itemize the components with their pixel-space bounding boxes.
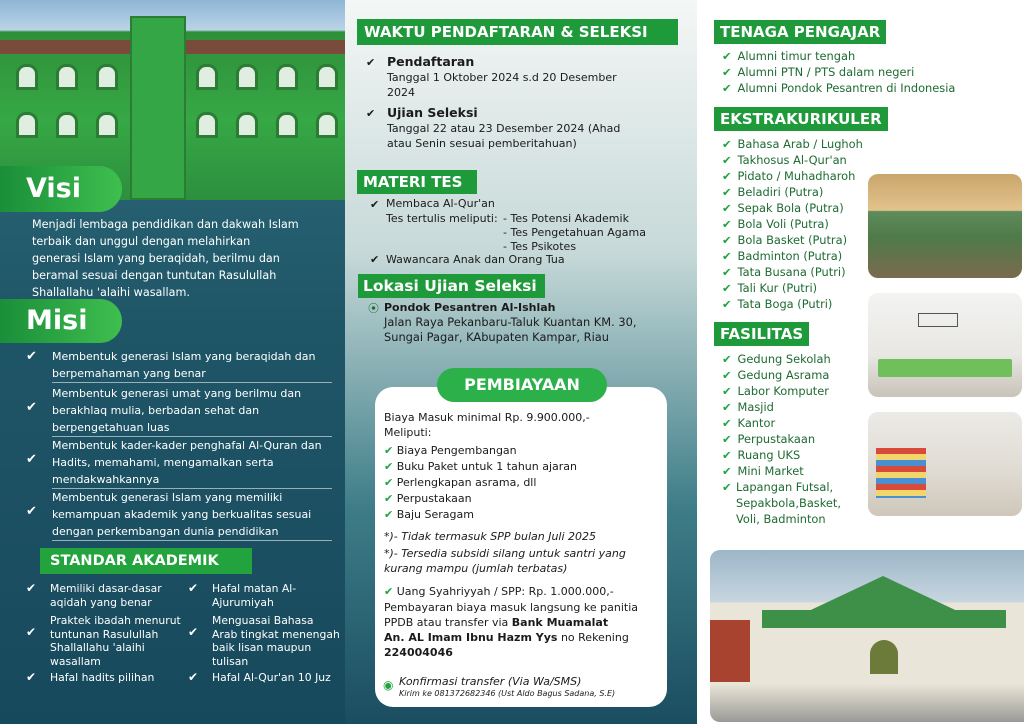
ekskul-item: ✔ Bola Voli (Putra) bbox=[722, 217, 829, 231]
transfer-text: Pembayaran biaya masuk langsung ke panitia PPDB atau transfer via Bank Muamalat An. AL Imam Ibnu Hazm Yys no Rekening 224004046 bbox=[384, 601, 638, 659]
ekskul-item: ✔ Tali Kur (Putri) bbox=[722, 281, 818, 295]
mosque-photo bbox=[710, 550, 1024, 722]
fasilitas-item: ✔ Ruang UKS bbox=[722, 448, 801, 462]
ekstrakurikuler-heading: EKSTRAKURIKULER bbox=[714, 107, 888, 131]
check-icon: ✔ bbox=[722, 368, 732, 382]
dormitory-photo bbox=[868, 293, 1022, 397]
spp-line: ✔ Uang Syahriyyah / SPP: Rp. 1.000.000,- bbox=[384, 585, 614, 598]
check-icon: ✔ bbox=[722, 169, 732, 183]
materi-tes-sub: - Tes Psikotes bbox=[503, 240, 577, 253]
pendaftaran-label: Pendaftaran bbox=[387, 54, 475, 69]
materi-item: Membaca Al-Qur'an bbox=[386, 197, 495, 210]
ekskul-item: ✔ Beladiri (Putra) bbox=[722, 185, 824, 199]
pembiayaan-heading: PEMBIAYAAN bbox=[437, 368, 607, 402]
account-name: An. AL Imam Ibnu Hazm Yys bbox=[384, 631, 558, 644]
ujian-label: Ujian Seleksi bbox=[387, 105, 478, 120]
note-spp: *)- Tidak termasuk SPP bulan Juli 2025 bbox=[384, 530, 597, 543]
fasilitas-item: ✔ Masjid bbox=[722, 400, 774, 414]
fasilitas-item: ✔ Mini Market bbox=[722, 464, 804, 478]
fasilitas-item: ✔ Gedung Sekolah bbox=[722, 352, 831, 366]
ujian-text: Tanggal 22 atau 23 Desember 2024 (Ahad atau Senin sesuai pemberitahuan) bbox=[387, 122, 621, 150]
fasilitas-item: ✔ Gedung Asrama bbox=[722, 368, 830, 382]
check-icon: ✔ bbox=[722, 480, 732, 494]
kirim-text: Kirim ke 081372682346 (Ust Aldo Bagus Sadana, S.E) bbox=[399, 689, 616, 698]
check-icon: ✔ bbox=[366, 56, 376, 69]
check-icon: ✔ bbox=[722, 265, 732, 279]
check-icon: ✔ bbox=[722, 384, 732, 398]
pengajar-item: ✔ Alumni timur tengah bbox=[722, 49, 856, 63]
check-icon: ✔ bbox=[384, 444, 394, 457]
check-icon: ✔ bbox=[188, 581, 199, 595]
location-pin-icon: ⦿ bbox=[368, 302, 379, 315]
check-icon: ✔ bbox=[26, 400, 37, 415]
ekskul-item: ✔ Pidato / Muhadharoh bbox=[722, 169, 856, 183]
materi-tes-sub: - Tes Pengetahuan Agama bbox=[503, 226, 646, 239]
check-icon: ✔ bbox=[722, 464, 732, 478]
pendaftaran-text: Tanggal 1 Oktober 2024 s.d 20 Desember 2024 bbox=[387, 71, 617, 99]
lokasi-name: Pondok Pesantren Al-Ishlah bbox=[384, 301, 556, 314]
check-icon: ✔ bbox=[722, 352, 732, 366]
check-icon: ✔ bbox=[722, 65, 732, 79]
check-icon: ✔ bbox=[26, 452, 37, 467]
fasilitas-item: ✔ Perpustakaan bbox=[722, 432, 816, 446]
biaya-item: ✔ Buku Paket untuk 1 tahun ajaran bbox=[384, 460, 577, 473]
materi-item: Wawancara Anak dan Orang Tua bbox=[386, 253, 565, 266]
konfirmasi-text: Konfirmasi transfer (Via Wa/SMS) bbox=[399, 675, 582, 688]
check-icon: ✔ bbox=[384, 508, 394, 521]
biaya-intro: Biaya Masuk minimal Rp. 9.900.000,- Meliputi: bbox=[384, 411, 590, 439]
materi-item: Tes tertulis meliputi: bbox=[386, 212, 498, 225]
check-icon: ✔ bbox=[722, 185, 732, 199]
check-icon: ✔ bbox=[188, 670, 199, 684]
fasilitas-item: ✔ Kantor bbox=[722, 416, 776, 430]
check-icon: ✔ bbox=[26, 581, 37, 595]
bank-name: Bank Muamalat bbox=[511, 616, 609, 629]
check-icon: ✔ bbox=[722, 49, 732, 63]
check-icon: ✔ bbox=[722, 217, 732, 231]
check-icon: ✔ bbox=[722, 249, 732, 263]
check-icon: ✔ bbox=[366, 107, 376, 120]
biaya-item: ✔ Baju Seragam bbox=[384, 508, 474, 521]
check-icon: ✔ bbox=[26, 670, 37, 684]
check-icon: ✔ bbox=[26, 349, 37, 364]
check-icon: ✔ bbox=[722, 297, 732, 311]
pengajar-item: ✔ Alumni Pondok Pesantren di Indonesia bbox=[722, 81, 956, 95]
check-icon: ✔ bbox=[26, 504, 37, 519]
check-icon: ✔ bbox=[722, 432, 732, 446]
check-icon: ✔ bbox=[384, 476, 394, 489]
tenaga-pengajar-heading: TENAGA PENGAJAR bbox=[714, 20, 886, 44]
visi-heading: Visi bbox=[0, 166, 122, 212]
sports-field-photo bbox=[868, 174, 1022, 278]
biaya-item: ✔ Perlengkapan asrama, dll bbox=[384, 476, 537, 489]
lokasi-heading: Lokasi Ujian Seleksi bbox=[358, 274, 545, 298]
check-icon: ✔ bbox=[722, 416, 732, 430]
ekskul-item: ✔ Tata Busana (Putri) bbox=[722, 265, 846, 279]
ekskul-item: ✔ Badminton (Putra) bbox=[722, 249, 843, 263]
fasilitas-item: ✔ Lapangan Futsal, Sepakbola,Basket, Voli, Badminton bbox=[722, 480, 842, 526]
check-icon: ✔ bbox=[384, 492, 394, 505]
lokasi-address: Jalan Raya Pekanbaru-Taluk Kuantan KM. 30, Sungai Pagar, KAbupaten Kampar, Riau bbox=[384, 315, 637, 344]
ekskul-item: ✔ Tata Boga (Putri) bbox=[722, 297, 833, 311]
pengajar-item: ✔ Alumni PTN / PTS dalam negeri bbox=[722, 65, 915, 79]
fasilitas-item: ✔ Labor Komputer bbox=[722, 384, 829, 398]
ekskul-item: ✔ Sepak Bola (Putra) bbox=[722, 201, 844, 215]
check-icon: ✔ bbox=[722, 233, 732, 247]
misi-heading: Misi bbox=[0, 299, 122, 343]
visi-text: Menjadi lembaga pendidikan dan dakwah Islam terbaik dan unggul dengan melahirkan generasi Islam yang beraqidah, berilmu dan beramal sesuai dengan tuntutan Rasulullah Shallallahu 'alaihi wasallam. bbox=[32, 218, 299, 299]
ekskul-item: ✔ Bahasa Arab / Lughoh bbox=[722, 137, 863, 151]
ekskul-item: ✔ Takhosus Al-Qur'an bbox=[722, 153, 847, 167]
whatsapp-icon: ◉ bbox=[383, 678, 394, 692]
check-icon: ✔ bbox=[370, 198, 380, 211]
pendaftaran-block bbox=[387, 54, 637, 100]
standar-akademik-heading: STANDAR AKADEMIK bbox=[40, 548, 252, 574]
materi-tes-heading: MATERI TES bbox=[357, 170, 477, 194]
check-icon: ✔ bbox=[722, 81, 732, 95]
left-panel: Visi Menjadi lembaga pendidikan dan dakwah Islam terbaik dan unggul dengan melahirkan generasi Islam yang beraqidah, berilmu dan beramal sesuai dengan tuntutan Rasulullah Shallallahu 'alaihi wasallam. Misi ✔ Membentuk generasi Islam yang beraqidah dan berpemahaman yang benar ✔ Membentuk generasi umat yang berilmu dan berakhlaq mulia, berbadan sehat dan berpengetahuan luas ✔ Membentuk kader-kader penghafal Al-Quran dan Hadits, memahami, mengamalkan serta mendakwahkannya ✔ Membentuk generasi Islam yang memiliki kemampuan akademik yang berkualitas sesuai dengan perkembangan dunia pendidikan STANDAR AKADEMIK ✔ Memiliki dasar-dasar aqidah yang benar ✔ Hafal matan Al-Ajurumiyah ✔ Praktek ibadah menurut tuntunan Rasulullah Shallallahu 'alaihi wasallam ✔ Menguasai Bahasa Arab tingkat menengah baik lisan maupun tulisan ✔ Hafal hadits pilihan ✔ Hafal Al-Qur'an 10 Juz bbox=[0, 0, 345, 724]
check-icon: ✔ bbox=[722, 400, 732, 414]
account-number: 224004046 bbox=[384, 646, 453, 659]
ujian-block bbox=[387, 105, 647, 151]
check-icon: ✔ bbox=[722, 201, 732, 215]
note-subsidi: *)- Tersedia subsidi silang untuk santri yang kurang mampu (jumlah terbatas) bbox=[384, 547, 626, 575]
check-icon: ✔ bbox=[370, 253, 380, 266]
check-icon: ✔ bbox=[384, 460, 394, 473]
check-icon: ✔ bbox=[26, 625, 37, 639]
check-icon: ✔ bbox=[722, 137, 732, 151]
fasilitas-heading: FASILITAS bbox=[714, 322, 809, 346]
mini-market-photo bbox=[868, 412, 1022, 516]
waktu-heading: WAKTU PENDAFTARAN & SELEKSI bbox=[357, 19, 678, 45]
check-icon: ✔ bbox=[722, 153, 732, 167]
check-icon: ✔ bbox=[188, 625, 199, 639]
check-icon: ✔ bbox=[722, 281, 732, 295]
materi-tes-sub: - Tes Potensi Akademik bbox=[503, 212, 629, 225]
biaya-item: ✔ Perpustakaan bbox=[384, 492, 472, 505]
check-icon: ✔ bbox=[384, 585, 394, 598]
biaya-item: ✔ Biaya Pengembangan bbox=[384, 444, 517, 457]
check-icon: ✔ bbox=[722, 448, 732, 462]
ekskul-item: ✔ Bola Basket (Putra) bbox=[722, 233, 848, 247]
